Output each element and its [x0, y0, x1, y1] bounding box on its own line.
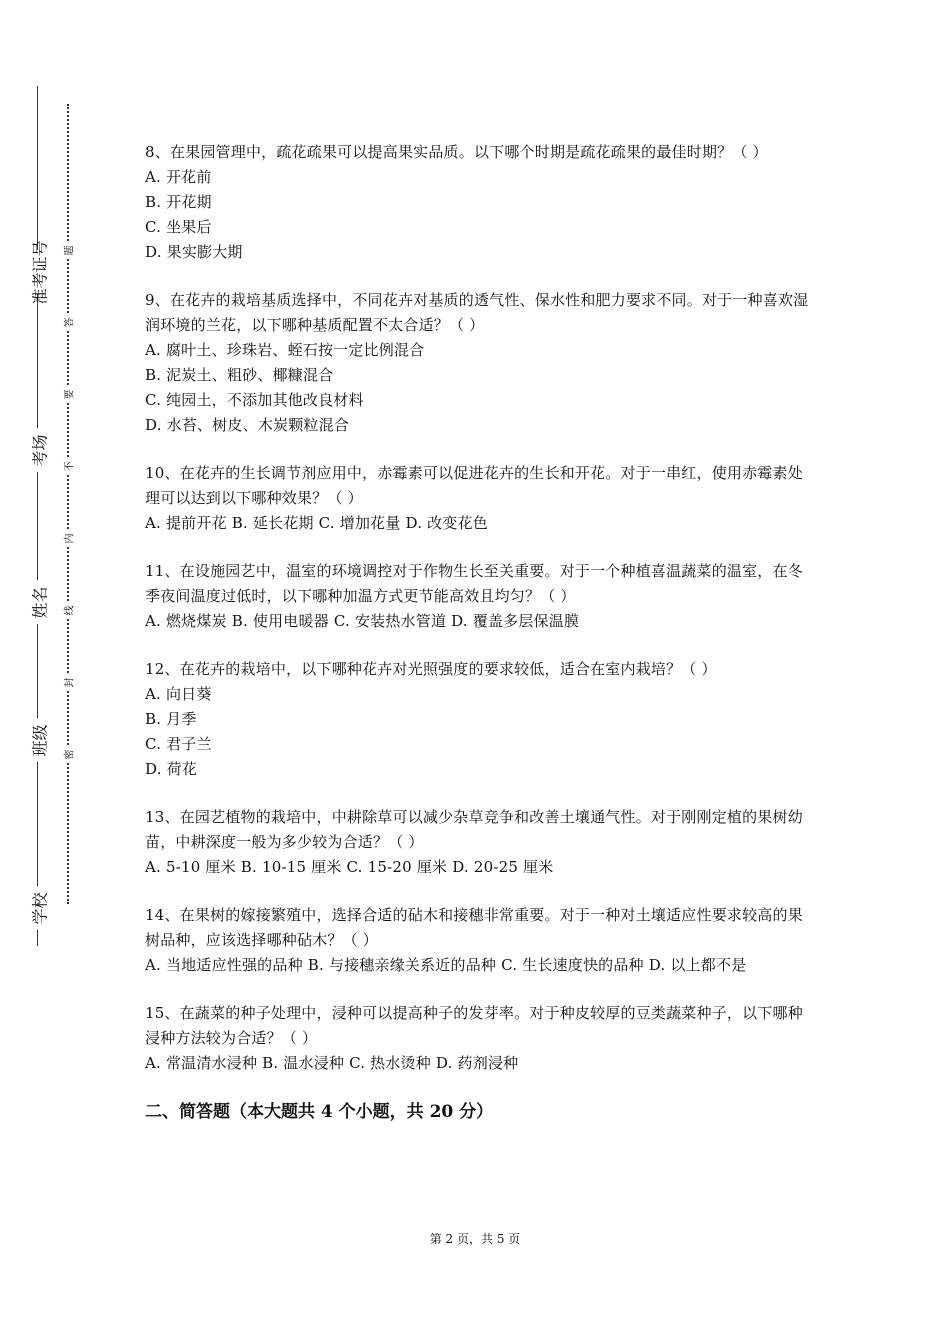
option-d: D. 水苔、树皮、木炭颗粒混合	[145, 416, 350, 434]
seal-char: 线	[59, 601, 77, 619]
binding-solid-line	[37, 86, 38, 946]
option-a: A. 开花前	[145, 168, 212, 186]
option-c: C. 君子兰	[145, 735, 212, 753]
question-stem: 10、在花卉的生长调节剂应用中，赤霉素可以促进花卉的生长和开花。对于一串红，使用赤霉素处理可以达到以下哪种效果？（ ）	[145, 464, 803, 507]
seal-char: 答	[59, 313, 77, 331]
option-d: D. 荷花	[145, 760, 198, 778]
seal-char: 密	[59, 745, 77, 763]
options-line: A. 5-10 厘米 B. 10-15 厘米 C. 15-20 厘米 D. 20-25 厘米	[145, 858, 554, 876]
question-stem: 14、在果树的嫁接繁殖中，选择合适的砧木和接穗非常重要。对于一种对土壤适应性要求较高的果树品种，应该选择哪种砧木？（ ）	[145, 906, 803, 949]
seal-char: 不	[59, 457, 77, 475]
option-b: B. 开花期	[145, 193, 212, 211]
field-label-school: 学校	[22, 886, 56, 930]
binding-margin	[0, 0, 110, 1344]
seal-char: 内	[59, 529, 77, 547]
option-c: C. 坐果后	[145, 218, 212, 236]
option-a: A. 向日葵	[145, 685, 212, 703]
question-stem: 11、在设施园艺中，温室的环境调控对于作物生长至关重要。对于一个种植喜温蔬菜的温室，在冬季夜间温度过低时，以下哪种加温方式更节能高效且均匀？（ ）	[145, 562, 803, 605]
binding-dotted-line	[67, 104, 69, 904]
question-stem: 13、在园艺植物的栽培中，中耕除草可以减少杂草竞争和改善土壤通气性。对于刚刚定植的果树幼苗，中耕深度一般为多少较为合适？（ ）	[145, 808, 803, 851]
question-14	[145, 903, 817, 978]
question-13	[145, 805, 817, 880]
seal-char: 要	[59, 385, 77, 403]
field-label-exam-room: 考场	[22, 428, 56, 472]
section-title: 二、简答题（本大题共 4 个小题，共 20 分）	[145, 1102, 494, 1122]
question-12	[145, 657, 817, 782]
option-d: D. 果实膨大期	[145, 243, 243, 261]
question-stem: 9、在花卉的栽培基质选择中，不同花卉对基质的透气性、保水性和肥力要求不同。对于一种喜欢湿润环境的兰花，以下哪种基质配置不太合适？（ ）	[145, 291, 809, 334]
question-9	[145, 288, 817, 438]
option-b: B. 月季	[145, 710, 197, 728]
options-line: A. 当地适应性强的品种 B. 与接穗亲缘关系近的品种 C. 生长速度快的品种 D. 以上都不是	[145, 956, 747, 974]
seal-char: 题	[59, 241, 77, 259]
page-footer: 第 2 页，共 5 页	[429, 1232, 521, 1246]
option-b: B. 泥炭土、粗砂、椰糠混合	[145, 366, 334, 384]
option-c: C. 纯园土，不添加其他改良材料	[145, 391, 364, 409]
exam-content	[145, 140, 817, 1125]
field-label-name: 姓名	[22, 580, 56, 624]
question-11	[145, 559, 817, 634]
options-line: A. 提前开花 B. 延长花期 C. 增加花量 D. 改变花色	[145, 514, 488, 532]
seal-char: 封	[59, 673, 77, 691]
question-stem: 15、在蔬菜的种子处理中，浸种可以提高种子的发芽率。对于种皮较厚的豆类蔬菜种子，以下哪种浸种方法较为合适？（ ）	[145, 1004, 803, 1047]
option-a: A. 腐叶土、珍珠岩、蛭石按一定比例混合	[145, 341, 425, 359]
question-15	[145, 1001, 817, 1076]
options-line: A. 燃烧煤炭 B. 使用电暖器 C. 安装热水管道 D. 覆盖多层保温膜	[145, 612, 580, 630]
question-stem: 8、在果园管理中，疏花疏果可以提高果实品质。以下哪个时期是疏花疏果的最佳时期？（ ）	[145, 143, 768, 161]
question-stem: 12、在花卉的栽培中，以下哪种花卉对光照强度的要求较低，适合在室内栽培？（ ）	[145, 660, 717, 678]
options-line: A. 常温清水浸种 B. 温水浸种 C. 热水烫种 D. 药剂浸种	[145, 1054, 519, 1072]
question-8	[145, 140, 817, 265]
field-label-class: 班级	[22, 718, 56, 762]
field-label-exam-id: 准考证号	[22, 250, 56, 294]
question-10	[145, 461, 817, 536]
